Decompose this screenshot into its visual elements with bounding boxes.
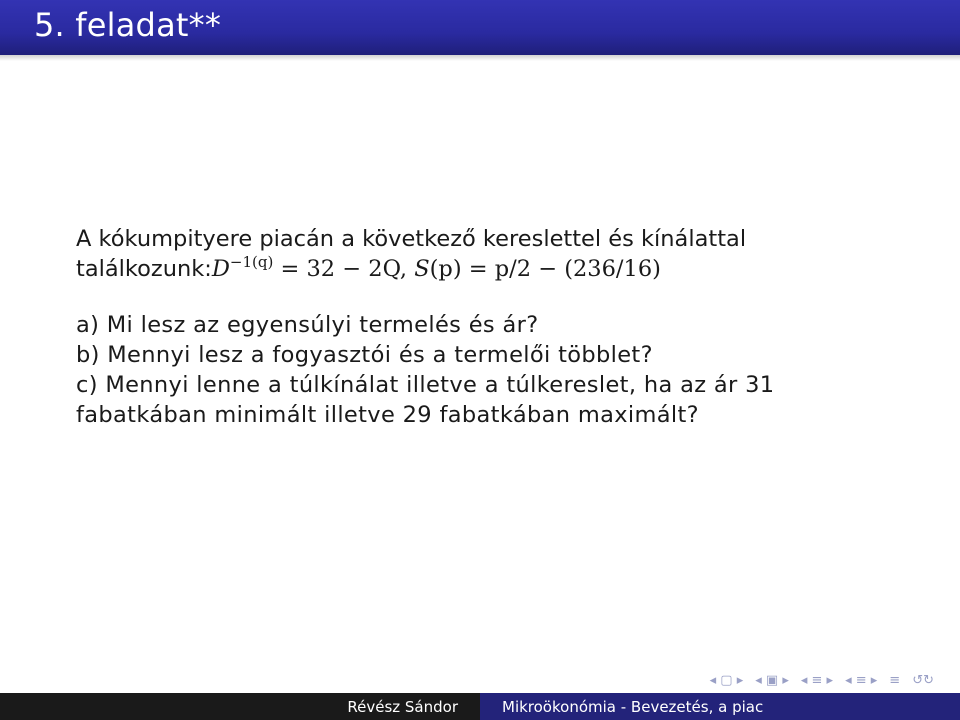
spacer <box>76 284 936 310</box>
nav-next-frame-icon[interactable]: ◂ ▣ ▸ <box>755 672 789 688</box>
supply-symbol: S <box>414 256 430 282</box>
demand-symbol: D <box>211 256 230 282</box>
slide-title: 5. feladat** <box>34 6 222 44</box>
supply-rhs: (p) = p/2 − (236/16) <box>429 256 661 282</box>
question-c-line2: fabatkában minimált illetve 29 fabatkában maximált? <box>76 402 699 428</box>
question-c-line1: c) Mennyi lenne a túlkínálat illetve a túlkereslet, ha az ár 31 <box>76 372 775 398</box>
footer-author: Révész Sándor <box>0 693 480 720</box>
title-shadow <box>0 55 960 61</box>
demand-rhs: = 32 − 2Q, <box>280 256 408 282</box>
question-a: a) Mi lesz az egyensúlyi termelés és ár? <box>76 312 539 338</box>
nav-align-icon[interactable]: ≡ <box>889 672 901 688</box>
nav-prev-frame-icon[interactable]: ◂ ▢ ▸ <box>709 672 744 688</box>
nav-next-section-icon[interactable]: ◂ ≡ ▸ <box>845 672 878 688</box>
beamer-navigation <box>710 670 934 690</box>
intro-line: A kókumpityere piacán a következő kereslettel és kínálattal <box>76 226 747 252</box>
nav-prev-subsection-icon[interactable]: ◂ ≡ ▸ <box>800 672 834 688</box>
slide-content <box>76 224 936 430</box>
demand-superscript: −1(q) <box>229 253 274 271</box>
title-bar <box>0 0 960 55</box>
footer-bar <box>0 693 960 720</box>
equation-line <box>76 254 936 284</box>
footer-course: Mikroökonómia - Bevezetés, a piac <box>480 693 960 720</box>
equation-prefix: találkozunk: <box>76 256 212 282</box>
search-icon[interactable]: ↺↻ <box>912 672 934 688</box>
question-b: b) Mennyi lesz a fogyasztói és a termelői többlet? <box>76 342 653 368</box>
